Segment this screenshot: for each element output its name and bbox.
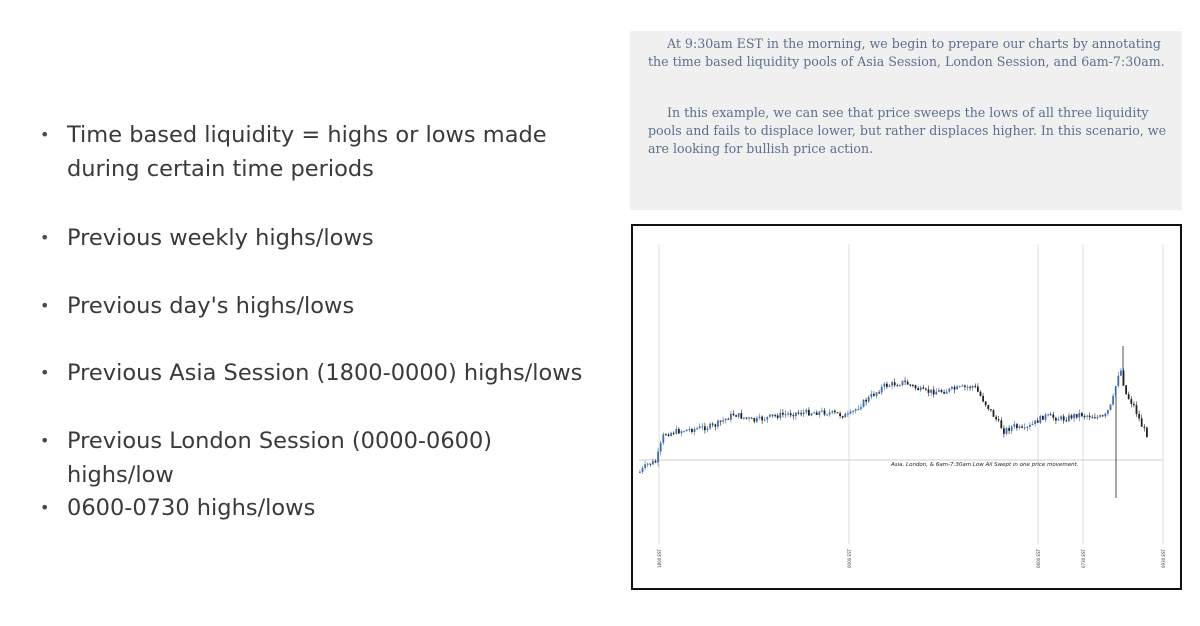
- candle-body: [883, 384, 885, 387]
- description-paragraph-1: At 9:30am EST in the morning, we begin to prepare our charts by annotating the time based liquidity pools of Asia Session, London Session, and 6am-7:30am.: [648, 36, 1165, 69]
- description-box: [630, 31, 1182, 210]
- candle-body: [1120, 371, 1122, 376]
- candle-body: [800, 413, 802, 414]
- candle-body: [917, 388, 919, 390]
- candle-body: [938, 390, 940, 392]
- candle-body: [1076, 414, 1078, 417]
- candle-body: [998, 419, 1000, 420]
- candle-body: [1136, 405, 1138, 414]
- candle-body: [826, 414, 828, 415]
- candle-body: [943, 392, 945, 394]
- candle-body: [865, 400, 867, 402]
- candle-body: [1138, 414, 1140, 418]
- candle-body: [863, 400, 865, 407]
- candle-body: [725, 419, 727, 420]
- candle-body: [1097, 417, 1099, 418]
- candle-body: [837, 412, 839, 413]
- candle-body: [787, 413, 789, 414]
- candle-body: [933, 390, 935, 395]
- time-marker-label: 0730 EST: [1081, 549, 1086, 568]
- candle-body: [753, 418, 755, 422]
- candle-body: [855, 409, 857, 411]
- candle-body: [909, 385, 911, 386]
- time-marker-label: 0930 EST: [1161, 549, 1166, 568]
- candle-body: [1094, 417, 1096, 418]
- candle-body: [946, 392, 948, 394]
- candle-body: [878, 392, 880, 393]
- candle-body: [777, 415, 779, 417]
- candle-body: [1073, 414, 1075, 418]
- bullet-text: Previous London Session (0000-0600) highs/low: [67, 428, 493, 488]
- candle-body: [1042, 416, 1044, 420]
- candle-body: [683, 431, 685, 432]
- time-marker-label: 0000 EST: [847, 549, 852, 568]
- candle-body: [816, 412, 818, 415]
- candle-body: [1050, 414, 1052, 415]
- candle-body: [1104, 414, 1106, 417]
- candle-body: [977, 387, 979, 392]
- candle-body: [766, 417, 768, 420]
- candle-body: [811, 413, 813, 415]
- candle-body: [756, 418, 758, 422]
- candle-body: [987, 405, 989, 409]
- candle-body: [1000, 420, 1002, 428]
- candle-body: [1037, 420, 1039, 422]
- candle-body: [688, 429, 690, 430]
- candle-body: [868, 397, 870, 402]
- candle-body: [1058, 419, 1060, 420]
- candle-body: [860, 407, 862, 409]
- candle-body: [1039, 416, 1041, 423]
- candle-body: [740, 413, 742, 418]
- candle-body: [1019, 426, 1021, 428]
- candle-body: [1099, 415, 1101, 417]
- candle-body: [642, 468, 644, 472]
- candle-body: [922, 387, 924, 388]
- price-chart: [631, 224, 1182, 590]
- candle-body: [951, 387, 953, 389]
- candle-body: [941, 390, 943, 392]
- candle-body: [876, 392, 878, 395]
- description-paragraph-2: In this example, we can see that price sweeps the lows of all three liquidity pools and fails to displace lower, but rather displaces higher. In this scenario, we are looking for bullish price action.: [648, 105, 1167, 156]
- candle-body: [886, 384, 888, 387]
- candle-body: [1029, 425, 1031, 427]
- candle-body: [904, 381, 906, 382]
- candle-body: [813, 412, 815, 413]
- candle-body: [982, 396, 984, 402]
- candle-body: [1021, 426, 1023, 427]
- candle-body: [902, 381, 904, 385]
- candle-body: [722, 420, 724, 421]
- candle-body: [930, 390, 932, 393]
- candle-body: [956, 386, 958, 389]
- candle-body: [889, 386, 891, 387]
- candle-body: [829, 412, 831, 414]
- candle-body: [675, 429, 677, 434]
- candle-body: [717, 421, 719, 427]
- candle-body: [761, 417, 763, 421]
- candle-body: [751, 418, 753, 419]
- candle-body: [948, 389, 950, 392]
- candle-body: [790, 413, 792, 415]
- bullet-text: during certain time periods: [67, 156, 374, 182]
- candle-body: [967, 387, 969, 388]
- candle-body: [704, 426, 706, 430]
- candle-body: [980, 392, 982, 396]
- candle-body: [673, 433, 675, 434]
- candle-body: [1112, 396, 1114, 405]
- candle-body: [647, 464, 649, 465]
- candle-body: [805, 410, 807, 412]
- candle-body: [644, 464, 646, 468]
- candle-body: [959, 386, 961, 387]
- candle-body: [1071, 415, 1073, 418]
- candle-body: [844, 414, 846, 418]
- candle-body: [1024, 427, 1026, 428]
- time-marker-label: 1800 EST: [657, 549, 662, 568]
- candle-body: [842, 416, 844, 417]
- candle-body: [746, 417, 748, 418]
- candle-body: [1013, 424, 1015, 426]
- candle-body: [720, 421, 722, 422]
- candle-body: [743, 417, 745, 418]
- candle-body: [1065, 421, 1067, 422]
- candle-body: [1008, 428, 1010, 431]
- candle-body: [782, 413, 784, 415]
- candle-body: [1006, 428, 1008, 434]
- candle-body: [995, 417, 997, 420]
- candle-body: [990, 409, 992, 410]
- candle-body: [714, 424, 716, 426]
- candle-body: [821, 410, 823, 411]
- candle-body: [1110, 405, 1112, 411]
- candle-body: [699, 427, 701, 429]
- candle-body: [831, 411, 833, 413]
- candle-body: [1081, 413, 1083, 416]
- candle-body: [707, 428, 709, 430]
- chart-svg: [633, 226, 1180, 588]
- candle-body: [881, 387, 883, 393]
- candle-body: [808, 410, 810, 416]
- candle-body: [691, 429, 693, 432]
- candle-body: [730, 414, 732, 420]
- bullet-text: Previous day's highs/lows: [67, 293, 355, 319]
- candle-body: [1032, 424, 1034, 425]
- candle-body: [1130, 399, 1132, 404]
- candle-body: [834, 411, 836, 412]
- candle-body: [792, 415, 794, 416]
- candle-body: [649, 464, 651, 465]
- candle-body: [852, 411, 854, 412]
- candle-body: [1107, 410, 1109, 414]
- candle-body: [894, 382, 896, 385]
- candle-body: [795, 413, 797, 416]
- candle-body: [681, 431, 683, 433]
- candle-body: [915, 385, 917, 388]
- candle-body: [1141, 418, 1143, 426]
- candle-body: [733, 414, 735, 415]
- candle-body: [839, 413, 841, 416]
- candle-body: [928, 389, 930, 392]
- candle-body: [1117, 376, 1119, 386]
- bullet-text: 0600-0730 highs/lows: [67, 495, 316, 521]
- candle-body: [857, 409, 859, 410]
- candle-body: [1128, 394, 1130, 399]
- candle-body: [1091, 417, 1093, 418]
- candle-body: [759, 417, 761, 418]
- bullet-text: Previous weekly highs/lows: [67, 225, 374, 251]
- candle-body: [961, 386, 963, 387]
- candle-body: [748, 418, 750, 419]
- candle-body: [803, 412, 805, 414]
- candle-body: [985, 401, 987, 405]
- candle-body: [696, 428, 698, 429]
- bullet-item: [40, 289, 354, 323]
- candle-body: [639, 472, 641, 473]
- bullet-item: [40, 118, 547, 186]
- candle-body: [670, 433, 672, 436]
- bullet-item: [40, 424, 600, 492]
- candle-body: [1026, 427, 1028, 428]
- candle-body: [701, 426, 703, 427]
- candle-body: [774, 415, 776, 416]
- candle-body: [824, 410, 826, 414]
- candle-body: [657, 452, 659, 463]
- candle-body: [738, 413, 740, 417]
- candle-body: [1078, 413, 1080, 417]
- candle-body: [1003, 428, 1005, 433]
- bullet-item: [40, 356, 582, 390]
- time-marker-label: 0600 EST: [1036, 549, 1041, 568]
- candle-body: [764, 420, 766, 421]
- candle-body: [772, 414, 774, 415]
- candle-body: [920, 387, 922, 390]
- candle-body: [907, 382, 909, 385]
- bullet-item: [40, 221, 374, 255]
- candle-body: [1125, 385, 1127, 394]
- candle-body: [935, 392, 937, 395]
- candle-body: [1084, 416, 1086, 417]
- candle-body: [896, 385, 898, 386]
- candle-body: [655, 461, 657, 462]
- bullet-item: [40, 491, 315, 525]
- candle-body: [662, 434, 664, 443]
- candle-body: [1060, 416, 1062, 419]
- candle-body: [1034, 420, 1036, 424]
- candle-body: [969, 387, 971, 388]
- candle-body: [694, 429, 696, 432]
- candle-body: [1143, 427, 1145, 428]
- candle-body: [1055, 418, 1057, 421]
- candle-body: [712, 424, 714, 425]
- candle-body: [709, 424, 711, 429]
- candle-body: [954, 387, 956, 389]
- candle-body: [660, 443, 662, 452]
- candle-body: [1016, 424, 1018, 428]
- candle-body: [1086, 416, 1088, 417]
- chart-annotation: Asia, London, & 6am-7:30am Low All Swept in one price movement.: [891, 462, 1079, 468]
- candle-body: [1133, 404, 1135, 405]
- candle-body: [727, 419, 729, 420]
- candle-body: [974, 386, 976, 387]
- candle-body: [1068, 415, 1070, 421]
- candle-body: [847, 414, 849, 415]
- candle-body: [1047, 414, 1049, 415]
- candle-body: [665, 434, 667, 435]
- candle-body: [899, 385, 901, 386]
- candle-body: [735, 415, 737, 417]
- candle-body: [1011, 427, 1013, 431]
- candle-body: [668, 435, 670, 436]
- candle-body: [972, 386, 974, 388]
- candle-body: [1102, 415, 1104, 416]
- candle-body: [1045, 415, 1047, 420]
- candle-body: [1146, 428, 1148, 438]
- bullet-text: Time based liquidity = highs or lows made: [67, 122, 547, 148]
- candle-body: [1063, 416, 1065, 420]
- candle-body: [686, 430, 688, 432]
- candle-body: [769, 414, 771, 416]
- candle-body: [993, 410, 995, 417]
- candle-body: [912, 385, 914, 386]
- candle-body: [964, 386, 966, 387]
- candle-body: [850, 412, 852, 414]
- candle-body: [1089, 416, 1091, 418]
- candle-body: [652, 461, 654, 464]
- candle-body: [891, 382, 893, 385]
- candle-body: [873, 394, 875, 396]
- candle-body: [798, 413, 800, 414]
- candle-body: [818, 411, 820, 415]
- candle-body: [678, 429, 680, 433]
- bullet-text: Previous Asia Session (1800-0000) highs/lows: [67, 360, 583, 386]
- candle-body: [779, 413, 781, 418]
- candle-body: [1115, 386, 1117, 396]
- candle-body: [785, 414, 787, 415]
- candle-body: [1052, 415, 1054, 418]
- candle-body: [870, 394, 872, 397]
- candle-body: [925, 389, 927, 390]
